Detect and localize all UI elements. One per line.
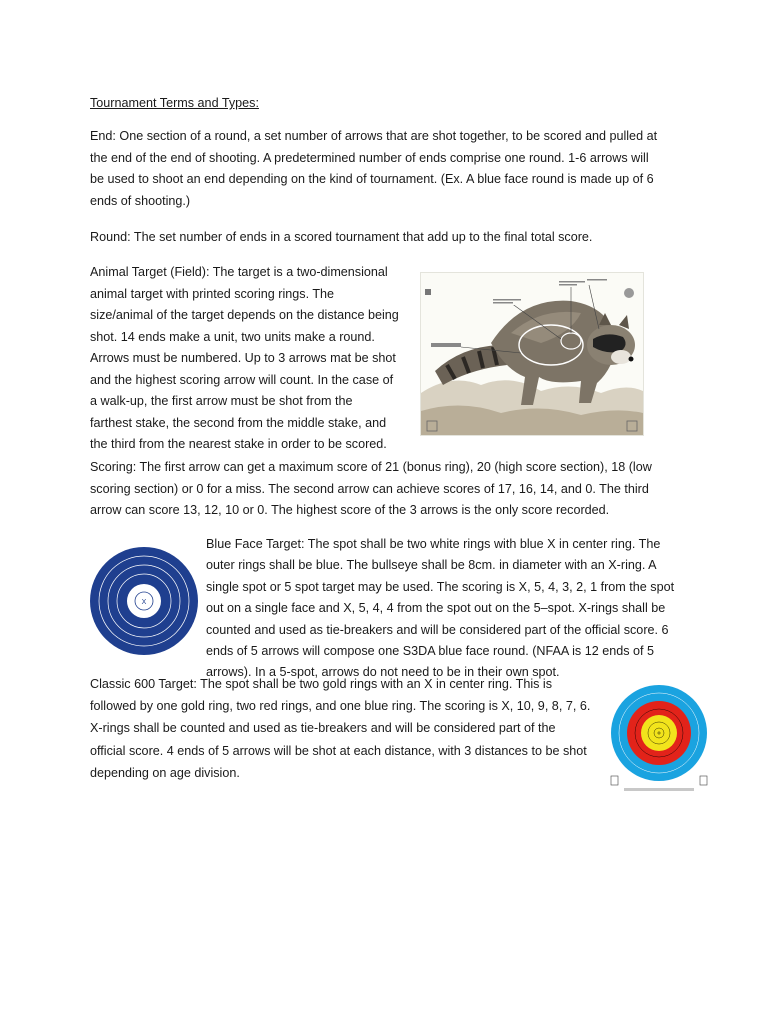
- text-line: farthest stake, the second from the middle stake, and: [90, 415, 387, 430]
- blue-face-target: [89, 546, 199, 656]
- text-line: shot. 14 ends make a unit, two units make a round.: [90, 329, 375, 344]
- text-line: animal target with printed scoring rings. The: [90, 286, 335, 301]
- text-line: outer rings shall be blue. The bullseye shall be 8cm. in diameter with an X-ring. A: [206, 558, 657, 573]
- blue-face-paragraph: [206, 534, 674, 684]
- text-line: arrow can score 13, 12, 10 or 0. The highest score of the 3 arrows is the only score recorded.: [90, 503, 610, 517]
- text-line: End: One section of a round, a set number of arrows that are shot together, to be scored and pulled at: [90, 129, 658, 143]
- text-line: be used to shoot an end depending on the kind of tournament. (Ex. A blue face round is made up of 6: [90, 172, 654, 186]
- text-line: counted and used as tie-breakers and will be considered part of the official score. 6: [206, 622, 669, 637]
- scoring-paragraph: [90, 457, 652, 522]
- text-line: X-rings shall be counted and used as tie-breakers and will be considered part of the: [90, 721, 556, 736]
- text-line: arrows). In a 5-spot, arrows do not need to be in their own spot.: [206, 665, 560, 680]
- text-line: ends of 5 arrows will compose one S3DA blue face round. (NFAA is 12 ends of 5: [206, 644, 655, 659]
- text-line: depending on age division.: [90, 765, 240, 780]
- x-ring-mark: X: [141, 599, 147, 606]
- animal-target-paragraph: [90, 262, 399, 456]
- classic-600-target-image: [607, 683, 711, 788]
- classic-600-target: [607, 683, 711, 788]
- text-line: scoring section) or 0 for a miss. The second arrow can achieve scores of 17, 16, 14, and 0. The third: [90, 481, 649, 496]
- blue-face-target-image: [89, 546, 199, 656]
- classic-600-paragraph: [90, 673, 590, 784]
- raccoon-target-image: [420, 272, 644, 436]
- end-paragraph: [90, 126, 657, 212]
- text-line: Classic 600 Target: The spot shall be two gold rings with an X in center ring. This is: [90, 677, 553, 691]
- round-paragraph: Round: The set number of ends in a scored tournament that add up to the final total score.: [90, 230, 593, 244]
- text-line: Blue Face Target: The spot shall be two white rings with blue X in center ring. The: [206, 537, 661, 551]
- document-title: Tournament Terms and Types:: [90, 96, 259, 110]
- text-line: a walk-up, the first arrow must be shot from the: [90, 394, 353, 408]
- text-line: Arrows must be numbered. Up to 3 arrows mat be shot: [90, 351, 396, 365]
- text-line: followed by one gold ring, two red rings, and one blue ring. The scoring is X, 10, 9, 8, 7, 6.: [90, 699, 591, 714]
- raccoon-illustration: [421, 273, 643, 435]
- text-line: ends of shooting.): [90, 193, 191, 208]
- text-line: Scoring: The first arrow can get a maximum score of 21 (bonus ring), 20 (high score section), 18 (low: [90, 460, 652, 474]
- text-line: out on a single face and X, 5, 4, 4 from the spot out on the 5–spot. X-rings shall be: [206, 601, 666, 616]
- classic-600-caption-mark: [609, 788, 709, 792]
- text-line: the third from the nearest stake in order to be scored.: [90, 437, 387, 451]
- text-line: single spot or 5 spot target may be used. The scoring is X, 5, 4, 3, 2, 1 from the spot: [206, 579, 675, 594]
- text-line: size/animal of the target depends on the distance being: [90, 308, 399, 322]
- text-line: and the highest scoring arrow will count. In the case of: [90, 372, 394, 387]
- text-line: the end of the end of shooting. A predetermined number of ends comprise one round. 1-6 arrows will: [90, 150, 649, 165]
- text-line: Animal Target (Field): The target is a two-dimensional: [90, 265, 388, 279]
- text-line: official score. 4 ends of 5 arrows will be shot at each distance, with 3 distances to be shot: [90, 743, 587, 758]
